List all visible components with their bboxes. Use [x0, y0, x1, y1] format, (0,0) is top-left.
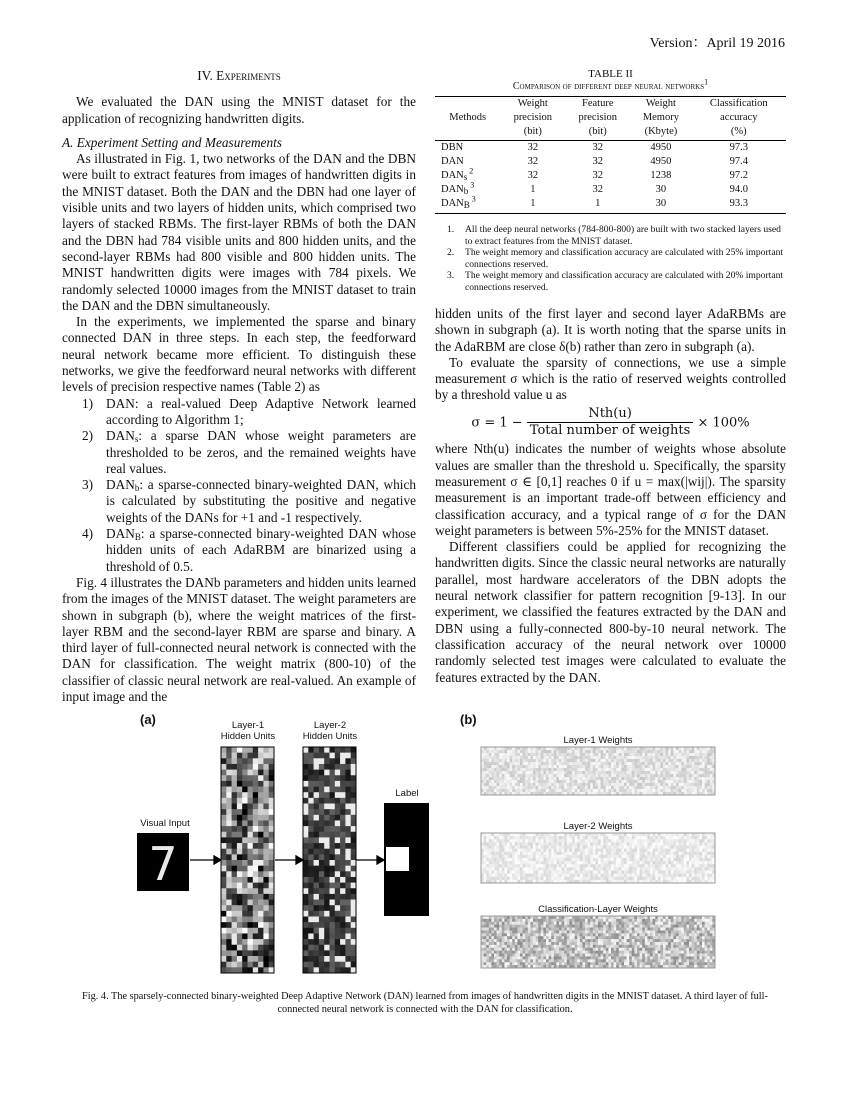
paragraph-setup: As illustrated in Fig. 1, two networks of the DAN and the DBN were built to extract features from images of handwritten digits in the MNIST dataset. Both the DAN and the DBN had one layer of visible units and two layers of hidden units, which comprised two layers of stacked RBMs. The first-layer RBMs of both the DAN and the DBN had 784 visible units and 800 hidden units, and the second-layer RBMs had 800 visible and 800 hidden units. The MNIST handwritten digits were images with 784 pixels. We randomly selected 10000 images from the MNIST dataset to train the DAN and the DBN simultaneously.: [62, 151, 416, 313]
label-title: Label: [395, 788, 419, 799]
paragraph-classifiers: Different classifiers could be applied for recognizing the handwritten digits. Since the classic neural networks are naturally parallel, most hardware accelerators of the DBN adopts the neural network classifier for pattern recognition [9-13]. In our experiment, we classified the features extracted by the DAN and DBN using a fully-connected 800-by-10 neural network. The classification accuracy of the neural network over 10000 randomly selected test images were calculated to evaluate the features extracted by the DAN.: [435, 539, 786, 685]
layer2-hidden-units: [303, 747, 356, 973]
layer2-weights-title: Layer-2 Weights: [563, 821, 633, 832]
table-note: 3. The weight memory and classification accuracy are calculated with 20% important connections reserved.: [447, 270, 784, 293]
visual-input-title: Visual Input: [140, 818, 190, 829]
classification-weights-panel: [481, 916, 715, 968]
paragraph-threshold: where Nth(u) indicates the number of weights whose absolute values are smaller than the threshold u. Specifically, the sparsity measurement σ ∈ [0,1] reaches 0 if u = max(|wij|). The sparsity measurement is an important trade-off between efficiency and classification accuracy, and a typical range of σ for the DAN weight parameters is between 5%-25% for the MNIST dataset.: [435, 441, 786, 538]
subgraph-b-label: (b): [460, 712, 477, 727]
list-item: 3) $DAN_b$: a sparse-connected binary-weighted DAN, which is calculated by substituting the positive and negative weights of the DANs for +1 and -1 respectively.: [82, 477, 416, 525]
layer1-hidden-units: [221, 747, 274, 973]
digit-glyph: 7: [148, 837, 178, 891]
table-note: 2. The weight memory and classification accuracy are calculated with 25% important connections reserved.: [447, 247, 784, 270]
table-row: DAN 32 32 4950 97.4: [441, 156, 748, 167]
subgraph-a-label: (a): [140, 712, 156, 727]
table-note: 1. All the deep neural networks (784-800-800) are built with two stacked layers used to extract features from the MNIST dataset.: [447, 224, 781, 247]
section-name: Experiments: [216, 68, 281, 83]
paragraph-steps: In the experiments, we implemented the sparse and binary connected DAN in three steps. In each step, the feedforward neural network became more efficient. To distinguish these networks, we give the feedforward neural networks with different levels of precision respective names (Table 2) as: [62, 314, 416, 395]
layer2-weights-panel: [481, 833, 715, 883]
comparison-table: Weight Feature Weight Classification Methods precision precision Memory accuracy (bit) (bit) (Kbyte) (%) DBN 32 32 4950 97.3 DAN 32 32 4950 97.4 $DAN_s$ $^2$ 32 32 1238 97.2 $DAN_b$ $^3$ 1 32 30 94.0 $DAN_B$ $^3$ 1 1 30 93.3: [435, 96, 786, 214]
table-row: $DAN_B$ $^3$ 1 1 30 93.3: [435, 197, 786, 214]
intro-paragraph: We evaluated the DAN using the MNIST dataset for the application of recognizing handwritten digits.: [62, 94, 416, 126]
table-title: Comparison of different deep neural networks$^1$: [512, 77, 709, 92]
classification-weights-title: Classification-Layer Weights: [538, 904, 658, 915]
paragraph-sparsity: To evaluate the sparsity of connections, we use a simple measurement σ which is the ratio of reserved weights controlled by a threshold value u as: [435, 354, 786, 403]
table-row: $DAN_b$ $^3$ 1 32 30 94.0: [441, 180, 748, 196]
list-item: 1) DAN: a real-valued Deep Adaptive Network learned according to Algorithm 1;: [82, 395, 416, 427]
table-caption: TABLE II: [588, 68, 633, 80]
list-item: 4) $DAN_B$: a sparse-connected binary-weighted DAN whose hidden units of each AdaRBM are binarized using a threshold of 0.5.: [82, 526, 416, 574]
paragraph-fig4: Fig. 4 illustrates the DANb parameters and hidden units learned from the images of the MNIST dataset. The weight parameters are shown in subgraph (b), where the weight matrices of the first-layer RBM and the second-layer RBM are sparse and binary. A third layer of full-connected neural network is connected with the DAN for classification. The weight matrix (800-10) of the classifier of classic neural network are real-valued. An example of input image and the: [62, 574, 416, 704]
subsection-title: A. Experiment Setting and Measurements: [62, 134, 282, 150]
figure-caption: Fig. 4. The sparsely-connected binary-weighted Deep Adaptive Network (DAN) learned from images of handwritten digits in the MNIST dataset. A third layer of full-connected neural network is connected with the DAN for classification.: [82, 991, 768, 1015]
sparsity-formula: σ = 1 − $\frac{\text{Nth(u)}}{\text{Total number of weights}}$ × 100%: [471, 405, 750, 439]
layer1-weights-title: Layer-1 Weights: [563, 735, 633, 746]
label-active-cell: [386, 847, 409, 871]
layer1-hidden-title: Layer-1 Hidden Units: [220, 720, 276, 742]
table-row: $DAN_s$ $^2$ 32 32 1238 97.2: [441, 166, 748, 182]
list-item: 2) $DAN_s$: a sparse DAN whose weight parameters are thresholded to be zeros, and the remained weights have real values.: [82, 428, 416, 476]
table-row: DBN 32 32 4950 97.3: [441, 142, 748, 153]
section-number: IV.: [197, 68, 213, 83]
paragraph-hidden-units: hidden units of the first layer and second layer AdaRBMs are shown in subgraph (a). It is worth noting that the sparse units in the AdaRBM are close δ(b) rather than zero in subgraph (a).: [435, 306, 786, 354]
layer1-weights-panel: [481, 747, 715, 795]
version-label: Version：April 19 2016: [649, 36, 785, 51]
layer2-hidden-title: Layer-2 Hidden Units: [302, 720, 358, 742]
